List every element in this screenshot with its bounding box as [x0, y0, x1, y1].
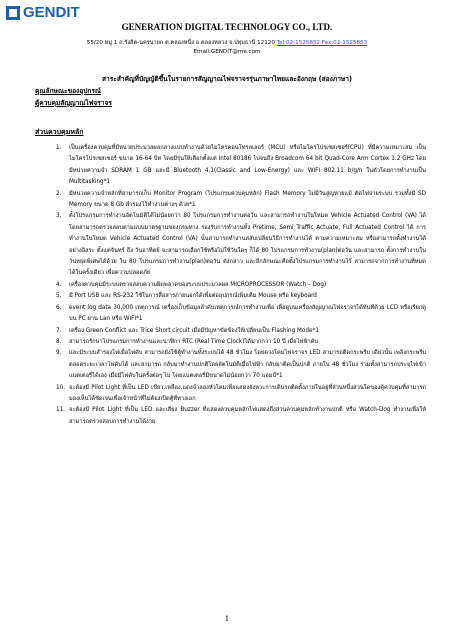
company-email: Email:GENDIT@me.com — [193, 49, 261, 55]
list-item — [56, 291, 426, 302]
subheading-equipment-spec: คุณลักษณะของอุปกรณ์ — [35, 87, 102, 95]
item-number: 7. — [56, 327, 62, 334]
item-number: 4. — [56, 281, 62, 288]
list-item — [56, 280, 426, 291]
list-item — [56, 383, 426, 406]
document-title: สาระสำคัญที่บัญญัติขึ้นในรายการสัญญาณไฟจราจรรุ่นภาษาไทยและอังกฤษ (สองภาษา) — [102, 75, 352, 83]
list-item — [56, 337, 426, 348]
company-name: GENERATION DIGITAL TECHNOLOGY CO., LTD. — [121, 22, 333, 32]
section-title: ส่วนควบคุมหลัก — [35, 128, 84, 136]
item-text: มีหน่วยความจำหลักที่สามารถเก็บ Monitor Program (โปรแกรมควบคุมหลัก) Flash Memory ไม่มีวันสูญหายแม้ ตัดไฟจ่ายระบบ รวมทั้งมี SD Memory ขนาด 8 Gb สำรองไว้ทำงานต่างๆ ด้วย*1 — [69, 190, 426, 209]
item-number: 1. — [56, 145, 62, 151]
item-number: 5. — [56, 293, 62, 300]
list-item — [56, 211, 426, 279]
item-text: เครื่อง Green Conflict และ Trice Short circuit เมื่อมีปัญหาขัดข้องให้เปลี่ยนเป็น Flashing Mode*1 — [69, 327, 319, 334]
logo-mark-icon — [6, 6, 20, 20]
item-text: สามารถรักษาโปรแกรมการทำงานและนาฬิกา RTC (Real Time Clock)ได้มากกว่า 10 ปี เมื่อไฟฟ้าดับ — [69, 338, 318, 345]
item-text: ตั้งโปรแกรมการทำงานอัตโนมัติได้ไม่น้อยกว่า 80 โปรแกรมการทำงานต่อวัน และสามารถทำงานในโหมด Vehicle Actuated Control (VA) ได้โดยสามารถตรวจสอบตามแบบมาตรฐานของกรมทาง รองรับการทำงานทั้ง Pretime, Semi Traffic Actuate, Full Actuated Control ได้ การทำงานในโหมด Vehicle Actuated Control (VA) นั้นสามารถทำงานสลับเปลี่ยนวิธีการทำงานได้ ตามความเหมาะสม หรือสามารถตั้งทำงานได้อย่างอิสระ ตั้งแต่จันทร์ ถึง วันอาทิตย์ จะสามารถเลือกใช้หรือไม่ใช้วันใดๆ ก็ได้ 80 โปรแกรมการทำงาน(plan)ต่อวัน และสามารถ ตั้งการทำงานในวันหยุดพิเศษได้ด้วย ใน 80 โปรแกรมการทำงาน(plan)ต่อวัน ดังกล่าว และอีกลักษณะคือตั้งโปรแกรมการทำงานไว้ สามารถจากการทำงานที่หมดได้ในครั้งเดียว เพื่อความปลอดภัย — [69, 213, 426, 277]
item-number: 3. — [56, 213, 62, 220]
item-number: 2. — [56, 190, 62, 197]
list-item — [56, 348, 426, 382]
item-number: 11. — [56, 407, 66, 414]
item-text: มี Port USB และ RS-232 ใช้ในการสื่อสารภายนอกได้เพื่อต่ออุปกรณ์เพิ่มเติม Mouse หรือ keyboard — [69, 293, 317, 300]
item-text: event log data 30,000 เหตุการณ์ เครื่องเก็บข้อมูลลำดับเหตุการณ์การทำงานเพื่อ เพื่อดูบนเครื่องสัญญาณไฟจราจรได้ทันทีด้วย LCD หรือเรียกดูบน PC ผ่าน Lan หรือ WIFI*1 — [69, 304, 426, 323]
item-number: 6. — [56, 304, 62, 311]
list-item — [56, 303, 426, 326]
list-item — [56, 189, 426, 212]
company-address — [0, 39, 454, 47]
item-number: 8. — [56, 338, 62, 345]
item-number: 10. — [56, 384, 66, 391]
list-item — [56, 405, 426, 428]
tel-fax-link[interactable]: Tel:02-1525852 Fax:02-1525853 — [276, 40, 368, 46]
list-item — [56, 326, 426, 337]
item-text: เป็นเครื่องควบคุมที่มีหน่วยประมวลผลกลางแบบทำงานด้วยไมโครคอนโทรลเลอร์ (MCU) หรือไมโครโปรเซสเซอร์(CPU) ที่มีความเหมาะสม เป็นไมโครโปรเซสเซอร์ ขนาด 16-64 บิท โดยมีรุ่นให้เลือกตั้งแต่ Intel 80186 ไปจนถึง Broadcom 64 bit Quad-Core Arm Cortex 1.2 GHz โดยมีหน่วยความจำ SDRAM 1 GB และมี Bluetooth 4.1(Classic and Low-Energy) และ WIFI 802.11 b/g/n ในตัวโดยการทำงานเป็น Multitasking*1 — [69, 145, 426, 186]
item-text: และมีระบบสำรองไฟเมื่อไฟดับ สามารถยังใช้ตู้ทำงานทั้งระบบได้ 48 ชั่วโมง โดยดวงโคมไฟจราจร LED สามารถติดกระพริบ เดียวนั้น เพลิงกระพริบตลอดระยะเวลาไฟดับได้ และสามารถ กลับมาทำงานปกติโดยอัตโนมัติเมื่อไฟฟ้า กลับมาติดเป็นปกติ ภายใน 48 ชั่วโมง ร่วมทั้งสามารถประจุไฟเข้าแบตเตอรี่ได้เอง เมื่อมีไฟดับในครั้งต่อๆ ไป โดยแบตเตอรี่มีขนาดไม่น้อยกว่า 70 แอมป์*1 — [69, 350, 426, 380]
page-number: 1 — [224, 615, 230, 623]
subheading-traffic-controller: ตู้ควบคุมสัญญาณไฟจราจร — [35, 99, 112, 107]
spec-list — [56, 143, 426, 428]
company-logo — [6, 4, 86, 24]
item-number: 9. — [56, 350, 62, 357]
item-text: เครื่องควบคุมมีระบบตรวจสอบความผิดพลาดของระบบประมวลผล MICROPROCESSOR (Watch – Dog) — [69, 281, 327, 288]
list-item — [56, 143, 426, 189]
logo-text: GENDIT — [23, 4, 80, 21]
address-text: 55/20 หมู่ 1 ถ.รังสิต-นครนายก ต.คลองหนึ่ง อ.คลองหลวง จ.ปทุมธานี 12120 — [86, 40, 277, 46]
item-text: จะต้องมี Pilot Light ที่เป็น LED และเสียง Buzzer ที่แสดงควบคุมหลักไฟแสดงถึงส่วนควบคุมหลักทำงานปกติ หรือ Watch-Dog ทำงานเพื่อให้สามารถตรวจสอบการทำงานได้ง่าย — [69, 407, 426, 425]
item-text: จะต้องมี Pilot Light ที่เป็น LED เขียว,เหลือง,แดงจำลองหัวโคมเพื่อแสดงจังหวะการเดินรถติดตั้งภายในอยู่ที่ส่วนหนึ่งส่วนใดของตู้ควบคุมที่สามารถมองเห็นได้ชัดเจนเพื่อเจ้าหน้าที่ไม่ต้องเปิดตู้ที่ทางเอก — [69, 384, 426, 402]
